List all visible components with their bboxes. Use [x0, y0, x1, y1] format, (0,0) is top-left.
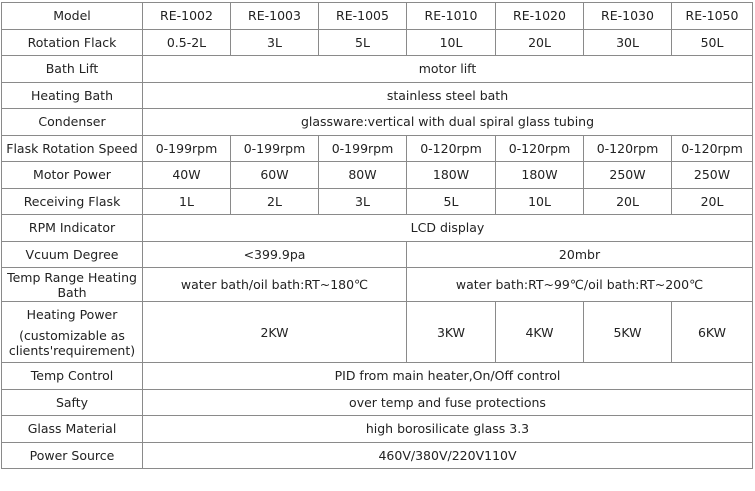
table-cell: 250W [584, 162, 672, 189]
table-cell: LCD display [143, 215, 753, 242]
table-cell: 2KW [143, 302, 407, 363]
table-cell: 0.5-2L [143, 29, 231, 56]
table-cell: over temp and fuse protections [143, 389, 753, 416]
table-cell: PID from main heater,On/Off control [143, 363, 753, 390]
header-re-1020: RE-1020 [496, 3, 584, 30]
table-cell: 3L [231, 29, 319, 56]
table-cell: 20L [496, 29, 584, 56]
table-cell: 1L [143, 188, 231, 215]
row-vacuum-degree [2, 241, 753, 268]
row-receiving-flask [2, 188, 753, 215]
table-cell: 4KW [496, 302, 584, 363]
row-safety [2, 389, 753, 416]
row-rotation-flask [2, 29, 753, 56]
table-cell: 3KW [407, 302, 496, 363]
header-re-1002: RE-1002 [143, 3, 231, 30]
table-cell: 0-120rpm [584, 135, 672, 162]
table-cell: stainless steel bath [143, 82, 753, 109]
table-cell: 2L [231, 188, 319, 215]
row-label: Receiving Flask [2, 188, 143, 215]
table-cell: 460V/380V/220V110V [143, 442, 753, 469]
table-cell: 180W [496, 162, 584, 189]
row-glass-material [2, 416, 753, 443]
header-re-1050: RE-1050 [672, 3, 753, 30]
row-label: Safty [2, 389, 143, 416]
row-label: Power Source [2, 442, 143, 469]
table-cell: 5L [407, 188, 496, 215]
table-cell: 6KW [672, 302, 753, 363]
table-cell: 80W [319, 162, 407, 189]
table-cell: 30L [584, 29, 672, 56]
table-cell: motor lift [143, 56, 753, 83]
row-label: Motor Power [2, 162, 143, 189]
table-cell: 0-199rpm [319, 135, 407, 162]
row-bath-lift [2, 56, 753, 83]
row-label: Condenser [2, 109, 143, 136]
row-heating-power [2, 302, 753, 363]
row-label: Flask Rotation Speed [2, 135, 143, 162]
row-label: Glass Material [2, 416, 143, 443]
row-label: Vcuum Degree [2, 241, 143, 268]
table-cell: 60W [231, 162, 319, 189]
row-label [2, 302, 143, 363]
row-temp-control [2, 363, 753, 390]
row-flask-rotation-speed [2, 135, 753, 162]
row-condenser [2, 109, 753, 136]
table-cell: 0-120rpm [672, 135, 753, 162]
table-cell: 0-199rpm [143, 135, 231, 162]
table-cell: high borosilicate glass 3.3 [143, 416, 753, 443]
spec-table [1, 2, 753, 469]
table-cell: glassware:vertical with dual spiral glass tubing [143, 109, 753, 136]
table-cell: 0-120rpm [407, 135, 496, 162]
row-heating-bath [2, 82, 753, 109]
header-re-1003: RE-1003 [231, 3, 319, 30]
row-label: Bath Lift [2, 56, 143, 83]
table-cell: 3L [319, 188, 407, 215]
row-temp-range [2, 268, 753, 302]
heating-power-note: (customizable as clients'requirement) [8, 327, 136, 358]
table-cell: 20mbr [407, 241, 753, 268]
table-cell: 5L [319, 29, 407, 56]
table-cell: 50L [672, 29, 753, 56]
table-cell: 10L [407, 29, 496, 56]
row-motor-power [2, 162, 753, 189]
row-label: Temp Range Heating Bath [2, 268, 143, 302]
table-cell: 0-199rpm [231, 135, 319, 162]
table-cell: 250W [672, 162, 753, 189]
header-re-1010: RE-1010 [407, 3, 496, 30]
table-cell: water bath/oil bath:RT~180℃ [143, 268, 407, 302]
row-power-source [2, 442, 753, 469]
header-re-1005: RE-1005 [319, 3, 407, 30]
header-model: Model [2, 3, 143, 30]
table-cell: 10L [496, 188, 584, 215]
header-re-1030: RE-1030 [584, 3, 672, 30]
row-label: RPM Indicator [2, 215, 143, 242]
table-cell: 20L [584, 188, 672, 215]
row-label: Heating Bath [2, 82, 143, 109]
table-cell: water bath:RT~99℃/oil bath:RT~200℃ [407, 268, 753, 302]
table-cell: 5KW [584, 302, 672, 363]
table-cell: 180W [407, 162, 496, 189]
header-row [2, 3, 753, 30]
table-cell: 40W [143, 162, 231, 189]
row-label: Temp Control [2, 363, 143, 390]
table-cell: <399.9pa [143, 241, 407, 268]
heating-power-label: Heating Power [26, 306, 118, 322]
table-cell: 20L [672, 188, 753, 215]
row-label: Rotation Flack [2, 29, 143, 56]
table-cell: 0-120rpm [496, 135, 584, 162]
row-rpm-indicator [2, 215, 753, 242]
